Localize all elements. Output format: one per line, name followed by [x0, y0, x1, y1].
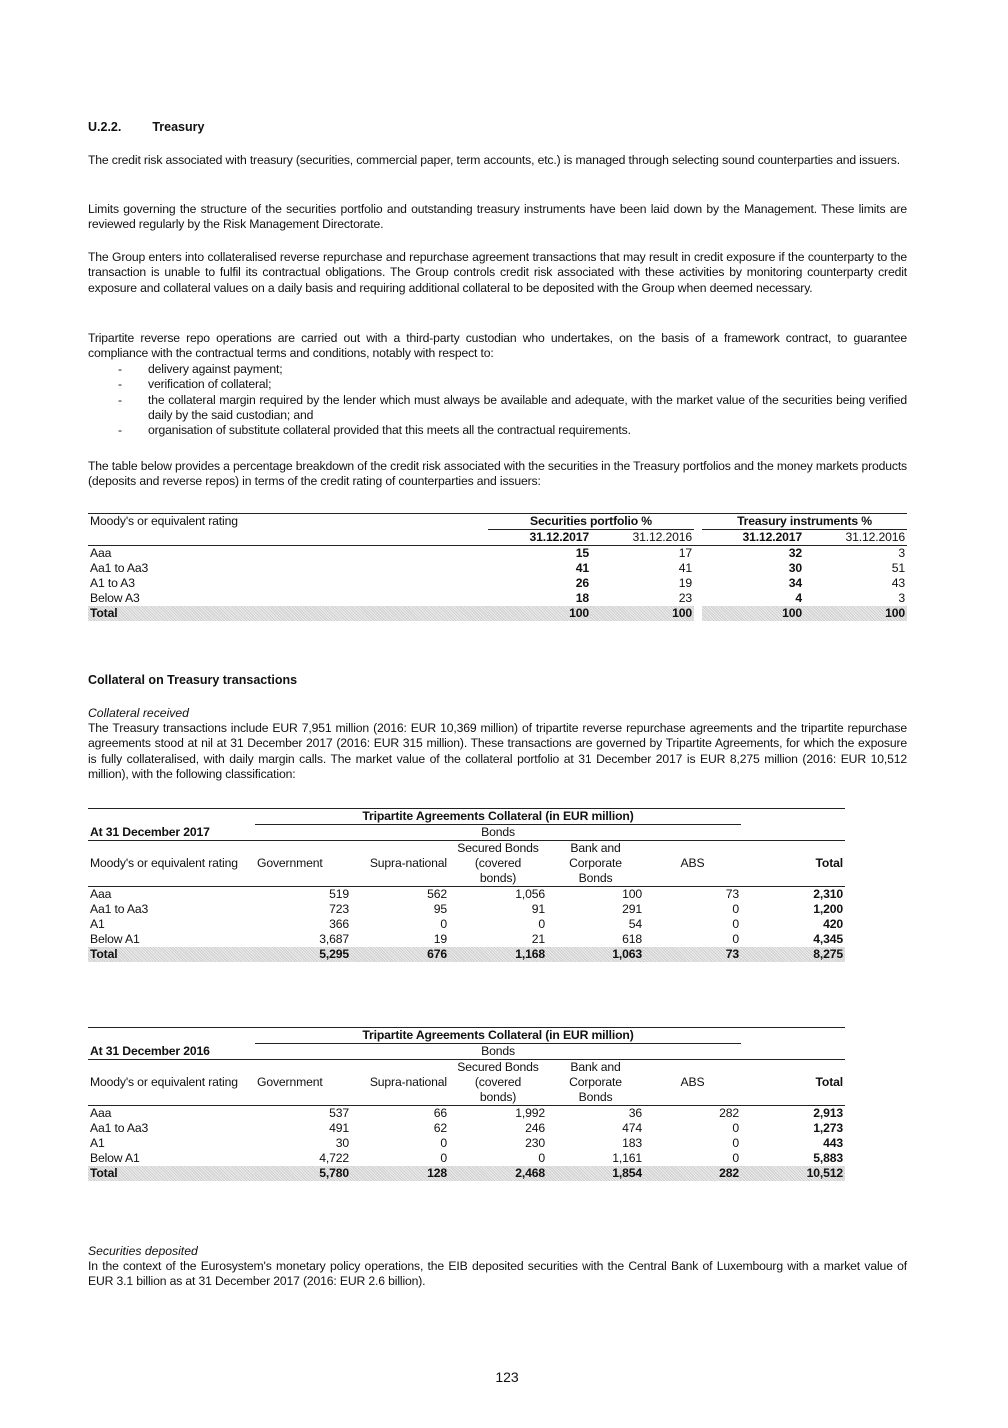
total-row	[88, 606, 907, 621]
cell: 91	[531, 902, 545, 916]
cell: 95	[433, 902, 447, 916]
cell: 1,992	[515, 1106, 545, 1120]
paragraph: The Group enters into collateralised reverse repurchase and repurchase agreement transactions that may result in credit exposure if the counterparty to the transaction is unable to fulfil its contractual obligations. The Group controls credit risk associated with these activities by monitoring counterparty credit exposure and collateral values on a daily basis and requiring additional collateral to be deposited with the Group when deemed necessary.	[88, 250, 907, 295]
column-header: Bank and Corporate Bonds	[547, 1060, 644, 1106]
table-row	[88, 591, 907, 606]
date-header: 31.12.2017	[488, 530, 591, 546]
row-label: Total	[88, 947, 255, 962]
cell: 491	[329, 1121, 349, 1135]
column-header: Moody's or equivalent rating	[88, 1060, 255, 1106]
cell: 420	[823, 917, 843, 931]
total-row	[88, 947, 845, 962]
rating-header: Moody's or equivalent rating	[88, 514, 488, 530]
page-number: 123	[495, 1369, 519, 1385]
cell: 519	[329, 887, 349, 901]
row-label: Below A3	[90, 591, 140, 605]
bullet-list	[88, 362, 907, 438]
table-row	[88, 576, 907, 591]
cell: 36	[628, 1106, 642, 1120]
cell: 4	[795, 591, 802, 605]
cell: 34	[788, 576, 802, 590]
cell: 2,913	[813, 1106, 843, 1120]
cell: 51	[891, 561, 905, 575]
row-label: Aa1 to Aa3	[90, 1121, 149, 1135]
column-header: Supra-national	[351, 1060, 449, 1106]
collateral-table-2017	[88, 808, 845, 962]
cell: 32	[788, 546, 802, 560]
cell: 443	[823, 1136, 843, 1150]
list-item: - delivery against payment;	[88, 362, 907, 377]
treasury-instruments-header: Treasury instruments %	[702, 514, 907, 530]
cell: 366	[329, 917, 349, 931]
table-row	[88, 917, 845, 932]
cell: 19	[678, 576, 692, 590]
cell: 100	[622, 887, 642, 901]
cell: 246	[525, 1121, 545, 1135]
cell: 2,468	[449, 1166, 547, 1181]
table-row	[88, 1136, 845, 1151]
paragraph: The credit risk associated with treasury (securities, commercial paper, term accounts, etc.) is managed through selecting sound counterparties and issuers.	[88, 153, 900, 167]
date-header: 31.12.2017	[702, 530, 804, 546]
cell: 100	[488, 606, 591, 621]
cell: 66	[433, 1106, 447, 1120]
cell: 4,345	[813, 932, 843, 946]
collateral-heading: Collateral on Treasury transactions	[88, 673, 298, 687]
cell: 0	[732, 902, 739, 916]
cell: 100	[591, 606, 694, 621]
collateral-title: Tripartite Agreements Collateral (in EUR million)	[255, 809, 741, 825]
cell: 3	[898, 591, 905, 605]
cell: 30	[788, 561, 802, 575]
cell: 0	[538, 1151, 545, 1165]
column-header: Secured Bonds (covered bonds)	[449, 1060, 547, 1106]
cell: 0	[440, 917, 447, 931]
cell: 0	[732, 1151, 739, 1165]
section-heading	[88, 120, 204, 134]
row-label: Aa1 to Aa3	[90, 902, 149, 916]
cell: 18	[575, 591, 589, 605]
total-row	[88, 1166, 845, 1181]
column-header: Government	[255, 1060, 351, 1106]
cell: 23	[678, 591, 692, 605]
cell: 282	[719, 1106, 739, 1120]
table-row	[88, 561, 907, 576]
row-label: Below A1	[90, 1151, 140, 1165]
cell: 8,275	[741, 947, 845, 962]
cell: 1,161	[612, 1151, 642, 1165]
date-header: 31.12.2016	[591, 530, 694, 546]
collateral-table-2016	[88, 1027, 845, 1181]
cell: 1,168	[449, 947, 547, 962]
paragraph: Tripartite reverse repo operations are carried out with a third-party custodian who undertakes, on the basis of a framework contract, to guarantee compliance with the contractual terms and conditions, notably with respect to:	[88, 331, 907, 361]
table-row	[88, 546, 907, 562]
table-row	[88, 902, 845, 917]
cell: 1,200	[813, 902, 843, 916]
bonds-label: Bonds	[255, 1044, 741, 1060]
cell: 1,063	[547, 947, 644, 962]
cell: 21	[531, 932, 545, 946]
cell: 0	[538, 917, 545, 931]
cell: 562	[427, 887, 447, 901]
collateral-received-text: The Treasury transactions include EUR 7,951 million (2016: EUR 10,369 million) of tripartite reverse repurchase agreements and the tripartite repurchase agreements stood at nil at 31 December 2017 (2016: EUR 315 million). These transactions are governed by Tripartite Agreements, for which the exposure is fully collateralised, with daily margin calls. The market value of the collateral portfolio at 31 December 2017 is EUR 8,275 million (2016: EUR 10,512 million), with the following classification:	[88, 721, 907, 781]
cell: 100	[804, 606, 907, 621]
date-label: At 31 December 2017	[88, 825, 255, 841]
row-label: Aa1 to Aa3	[90, 561, 149, 575]
cell: 3,687	[319, 932, 349, 946]
cell: 5,780	[255, 1166, 351, 1181]
cell: 676	[351, 947, 449, 962]
cell: 537	[329, 1106, 349, 1120]
cell: 10,512	[741, 1166, 845, 1181]
column-header: Total	[741, 841, 845, 887]
row-label: Aaa	[90, 887, 112, 901]
date-header: 31.12.2016	[804, 530, 907, 546]
column-header: ABS	[644, 1060, 741, 1106]
table-row	[88, 1106, 845, 1122]
cell: 5,295	[255, 947, 351, 962]
cell: 73	[725, 887, 739, 901]
table-row	[88, 1151, 845, 1166]
cell: 618	[622, 932, 642, 946]
section-number: U.2.2.	[88, 120, 122, 134]
cell: 2,310	[813, 887, 843, 901]
cell: 1,854	[547, 1166, 644, 1181]
cell: 183	[622, 1136, 642, 1150]
cell: 230	[525, 1136, 545, 1150]
securities-portfolio-header: Securities portfolio %	[488, 514, 694, 530]
table-row	[88, 932, 845, 947]
collateral-received-heading: Collateral received	[88, 706, 189, 720]
row-label: A1	[90, 917, 105, 931]
cell: 291	[622, 902, 642, 916]
cell: 1,273	[813, 1121, 843, 1135]
cell: 3	[898, 546, 905, 560]
cell: 723	[329, 902, 349, 916]
cell: 128	[351, 1166, 449, 1181]
cell: 0	[732, 932, 739, 946]
column-header: Secured Bonds (covered bonds)	[449, 841, 547, 887]
section-title: Treasury	[152, 120, 205, 134]
row-label: Total	[88, 1166, 255, 1181]
paragraph: Limits governing the structure of the securities portfolio and outstanding treasury instruments have been laid down by the Management. These limits are reviewed regularly by the Risk Management Directorate.	[88, 202, 907, 232]
cell: 17	[678, 546, 692, 560]
cell: 5,883	[813, 1151, 843, 1165]
cell: 62	[433, 1121, 447, 1135]
cell: 0	[732, 1121, 739, 1135]
securities-deposited-heading: Securities deposited	[88, 1244, 198, 1258]
column-header: ABS	[644, 841, 741, 887]
column-header: Bank and Corporate Bonds	[547, 841, 644, 887]
row-label: Aaa	[90, 546, 112, 560]
row-label: Below A1	[90, 932, 140, 946]
column-header: Total	[741, 1060, 845, 1106]
cell: 73	[644, 947, 741, 962]
row-label: Total	[88, 606, 488, 621]
column-header: Supra-national	[351, 841, 449, 887]
securities-deposited-text: In the context of the Eurosystem's monetary policy operations, the EIB deposited securities with the Central Bank of Luxembourg with a market value of EUR 3.1 billion as at 31 December 2017 (2016: EUR 2.6 billion).	[88, 1259, 907, 1289]
cell: 474	[622, 1121, 642, 1135]
bonds-label: Bonds	[255, 825, 741, 841]
cell: 1,056	[515, 887, 545, 901]
column-header: Moody's or equivalent rating	[88, 841, 255, 887]
cell: 41	[575, 561, 589, 575]
list-item: - the collateral margin required by the lender which must always be available and adequate, with the market value of the securities being verified daily by the said custodian; and	[88, 393, 907, 424]
cell: 0	[732, 1136, 739, 1150]
cell: 0	[440, 1136, 447, 1150]
cell: 282	[644, 1166, 741, 1181]
cell: 15	[575, 546, 589, 560]
rating-table	[88, 513, 907, 621]
row-label: Aaa	[90, 1106, 112, 1120]
collateral-title: Tripartite Agreements Collateral (in EUR million)	[255, 1028, 741, 1044]
cell: 0	[440, 1151, 447, 1165]
cell: 41	[678, 561, 692, 575]
table-row	[88, 1121, 845, 1136]
table-intro: The table below provides a percentage breakdown of the credit risk associated with the securities in the Treasury portfolios and the money markets products (deposits and reverse repos) in terms of the credit rating of counterparties and issuers:	[88, 459, 907, 489]
cell: 19	[433, 932, 447, 946]
cell: 100	[702, 606, 804, 621]
list-item: - organisation of substitute collateral provided that this meets all the contractual requirements.	[88, 423, 907, 438]
column-header: Government	[255, 841, 351, 887]
row-label: A1 to A3	[90, 576, 135, 590]
list-item: - verification of collateral;	[88, 377, 907, 392]
cell: 0	[732, 917, 739, 931]
cell: 54	[628, 917, 642, 931]
cell: 43	[891, 576, 905, 590]
date-label: At 31 December 2016	[88, 1044, 255, 1060]
cell: 30	[335, 1136, 349, 1150]
row-label: A1	[90, 1136, 105, 1150]
cell: 26	[575, 576, 589, 590]
cell: 4,722	[319, 1151, 349, 1165]
table-row	[88, 887, 845, 903]
